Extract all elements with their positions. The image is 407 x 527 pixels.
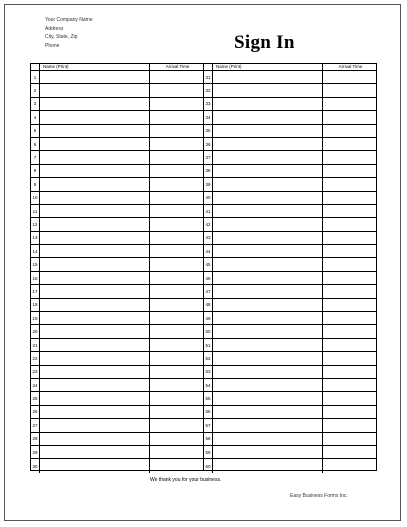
time-column-divider (322, 245, 323, 257)
time-column-divider (149, 366, 150, 378)
sign-in-table-right (203, 63, 377, 471)
table-row[interactable] (204, 339, 376, 352)
table-row[interactable] (31, 392, 203, 405)
time-column-divider (149, 245, 150, 257)
table-row[interactable] (204, 406, 376, 419)
table-header (204, 64, 376, 71)
time-column-divider (322, 459, 323, 472)
row-number: 5 (31, 125, 40, 137)
row-number: 7 (31, 151, 40, 163)
table-row[interactable] (204, 138, 376, 151)
row-number: 14 (31, 245, 40, 257)
time-column-divider (149, 406, 150, 418)
row-number: 52 (204, 352, 213, 364)
table-row[interactable] (31, 84, 203, 97)
row-number: 26 (31, 406, 40, 418)
number-column-header (204, 64, 213, 70)
time-column-divider (149, 125, 150, 137)
row-number: 50 (204, 325, 213, 337)
row-number: 9 (31, 178, 40, 190)
row-number: 38 (204, 165, 213, 177)
time-column-divider (322, 98, 323, 110)
time-column-divider (149, 325, 150, 337)
time-column-divider (322, 392, 323, 404)
time-column-divider (322, 151, 323, 163)
table-row[interactable] (204, 178, 376, 191)
time-column-divider (149, 258, 150, 270)
time-column-divider (149, 151, 150, 163)
row-number: 55 (204, 392, 213, 404)
time-column-divider (149, 205, 150, 217)
row-number: 23 (31, 366, 40, 378)
table-row[interactable] (31, 352, 203, 365)
time-column-divider (322, 419, 323, 431)
row-number: 30 (31, 459, 40, 472)
row-number: 4 (31, 111, 40, 123)
row-number: 10 (31, 192, 40, 204)
table-row[interactable] (31, 459, 203, 472)
time-column-divider (322, 379, 323, 391)
row-number: 3 (31, 98, 40, 110)
company-block (45, 16, 93, 50)
row-number: 32 (204, 84, 213, 96)
table-row[interactable] (204, 325, 376, 338)
table-row[interactable] (31, 151, 203, 164)
row-number: 15 (31, 258, 40, 270)
row-number: 60 (204, 459, 213, 472)
table-row[interactable] (31, 165, 203, 178)
row-number: 53 (204, 366, 213, 378)
time-column-divider (322, 165, 323, 177)
row-number: 47 (204, 285, 213, 297)
table-row[interactable] (204, 459, 376, 472)
company-name: Your Company Name (45, 17, 93, 23)
table-row[interactable] (204, 98, 376, 111)
table-row[interactable] (204, 245, 376, 258)
time-column-divider (149, 192, 150, 204)
company-city: City, State, Zip (45, 34, 78, 40)
table-row[interactable] (204, 446, 376, 459)
time-column-divider (149, 98, 150, 110)
time-column-divider (322, 258, 323, 270)
row-number: 2 (31, 84, 40, 96)
company-phone: Phone (45, 42, 60, 49)
row-number: 29 (31, 446, 40, 458)
row-number: 1 (31, 71, 40, 83)
table-row[interactable] (204, 366, 376, 379)
row-number: 56 (204, 406, 213, 418)
time-column-divider (149, 218, 150, 230)
row-number: 43 (204, 232, 213, 244)
table-row[interactable] (31, 312, 203, 325)
row-number: 13 (31, 232, 40, 244)
time-column-divider (149, 339, 150, 351)
row-number: 34 (204, 111, 213, 123)
table-row[interactable] (204, 392, 376, 405)
table-row[interactable] (204, 285, 376, 298)
table-row[interactable] (31, 111, 203, 124)
row-number: 19 (31, 312, 40, 324)
time-column-divider (322, 272, 323, 284)
table-row[interactable] (31, 178, 203, 191)
row-number: 49 (204, 312, 213, 324)
row-number: 48 (204, 299, 213, 311)
time-column-header: Arrival Time (149, 64, 205, 70)
time-column-divider (322, 232, 323, 244)
table-row[interactable] (204, 111, 376, 124)
table-row[interactable] (31, 232, 203, 245)
time-column-divider (322, 366, 323, 378)
row-number: 33 (204, 98, 213, 110)
row-number: 58 (204, 433, 213, 445)
page-title: Sign In (234, 32, 295, 53)
table-row[interactable] (204, 299, 376, 312)
row-number: 51 (204, 339, 213, 351)
table-row[interactable] (31, 285, 203, 298)
time-column-divider (149, 379, 150, 391)
name-column-header: Name (Print) (216, 64, 242, 69)
row-number: 45 (204, 258, 213, 270)
table-row[interactable] (204, 125, 376, 138)
time-column-divider (322, 339, 323, 351)
table-row[interactable] (31, 433, 203, 446)
time-column-divider (322, 205, 323, 217)
table-row[interactable] (31, 406, 203, 419)
table-row[interactable] (204, 205, 376, 218)
table-rows (31, 71, 203, 470)
time-column-header: Arrival Time (322, 64, 378, 70)
time-column-divider (322, 433, 323, 445)
time-column-divider (149, 84, 150, 96)
row-number: 54 (204, 379, 213, 391)
time-column-divider (322, 352, 323, 364)
row-number: 12 (31, 218, 40, 230)
table-header (31, 64, 203, 71)
time-column-divider (149, 392, 150, 404)
row-number: 31 (204, 71, 213, 83)
row-number: 44 (204, 245, 213, 257)
time-column-divider (149, 178, 150, 190)
time-column-divider (149, 312, 150, 324)
table-row[interactable] (31, 258, 203, 271)
table-row[interactable] (31, 205, 203, 218)
row-number: 20 (31, 325, 40, 337)
row-number: 25 (31, 392, 40, 404)
table-row[interactable] (204, 84, 376, 97)
row-number: 27 (31, 419, 40, 431)
row-number: 57 (204, 419, 213, 431)
time-column-divider (322, 138, 323, 150)
table-row[interactable] (204, 165, 376, 178)
row-number: 59 (204, 446, 213, 458)
table-row[interactable] (204, 258, 376, 271)
table-row[interactable] (31, 366, 203, 379)
row-number: 16 (31, 272, 40, 284)
time-column-divider (322, 71, 323, 83)
row-number: 46 (204, 272, 213, 284)
row-number: 37 (204, 151, 213, 163)
table-row[interactable] (31, 379, 203, 392)
table-row[interactable] (204, 151, 376, 164)
table-row[interactable] (204, 419, 376, 432)
row-number: 22 (31, 352, 40, 364)
time-column-divider (322, 406, 323, 418)
time-column-divider (322, 285, 323, 297)
row-number: 28 (31, 433, 40, 445)
table-row[interactable] (204, 272, 376, 285)
time-column-divider (149, 71, 150, 83)
row-number: 24 (31, 379, 40, 391)
table-row[interactable] (31, 138, 203, 151)
time-column-divider (149, 446, 150, 458)
table-row[interactable] (204, 71, 376, 84)
name-column-header: Name (Print) (43, 64, 69, 69)
table-row[interactable] (31, 339, 203, 352)
time-column-divider (149, 459, 150, 472)
company-address: Address (45, 25, 64, 32)
row-number: 18 (31, 299, 40, 311)
time-column-divider (149, 232, 150, 244)
time-column-divider (149, 352, 150, 364)
row-number: 21 (31, 339, 40, 351)
table-row[interactable] (31, 125, 203, 138)
row-number: 41 (204, 205, 213, 217)
table-row[interactable] (31, 218, 203, 231)
time-column-divider (149, 299, 150, 311)
row-number: 17 (31, 285, 40, 297)
thank-you-footer: We thank you for your business. (150, 477, 222, 483)
table-row[interactable] (204, 192, 376, 205)
row-number: 36 (204, 138, 213, 150)
time-column-divider (322, 446, 323, 458)
time-column-divider (322, 111, 323, 123)
time-column-divider (322, 84, 323, 96)
sign-in-table-left (30, 63, 204, 471)
time-column-divider (322, 299, 323, 311)
time-column-divider (149, 433, 150, 445)
table-row[interactable] (31, 192, 203, 205)
table-row[interactable] (31, 325, 203, 338)
row-number: 6 (31, 138, 40, 150)
row-number: 11 (31, 205, 40, 217)
table-row[interactable] (31, 71, 203, 84)
table-row[interactable] (204, 218, 376, 231)
row-number: 8 (31, 165, 40, 177)
table-row[interactable] (31, 299, 203, 312)
time-column-divider (149, 165, 150, 177)
time-column-divider (149, 138, 150, 150)
row-number: 35 (204, 125, 213, 137)
table-row[interactable] (204, 232, 376, 245)
table-row[interactable] (204, 312, 376, 325)
table-row[interactable] (31, 419, 203, 432)
table-row[interactable] (204, 379, 376, 392)
number-column-header (31, 64, 40, 70)
time-column-divider (322, 325, 323, 337)
time-column-divider (149, 272, 150, 284)
time-column-divider (322, 312, 323, 324)
row-number: 40 (204, 192, 213, 204)
table-rows (204, 71, 376, 470)
row-number: 39 (204, 178, 213, 190)
table-row[interactable] (31, 272, 203, 285)
table-row[interactable] (204, 433, 376, 446)
table-row[interactable] (204, 352, 376, 365)
time-column-divider (149, 111, 150, 123)
publisher-footnote: Easy Business Forms Inc. (290, 493, 348, 499)
time-column-divider (149, 285, 150, 297)
time-column-divider (322, 178, 323, 190)
time-column-divider (149, 419, 150, 431)
time-column-divider (322, 125, 323, 137)
table-row[interactable] (31, 245, 203, 258)
table-row[interactable] (31, 98, 203, 111)
time-column-divider (322, 218, 323, 230)
time-column-divider (322, 192, 323, 204)
table-row[interactable] (31, 446, 203, 459)
row-number: 42 (204, 218, 213, 230)
